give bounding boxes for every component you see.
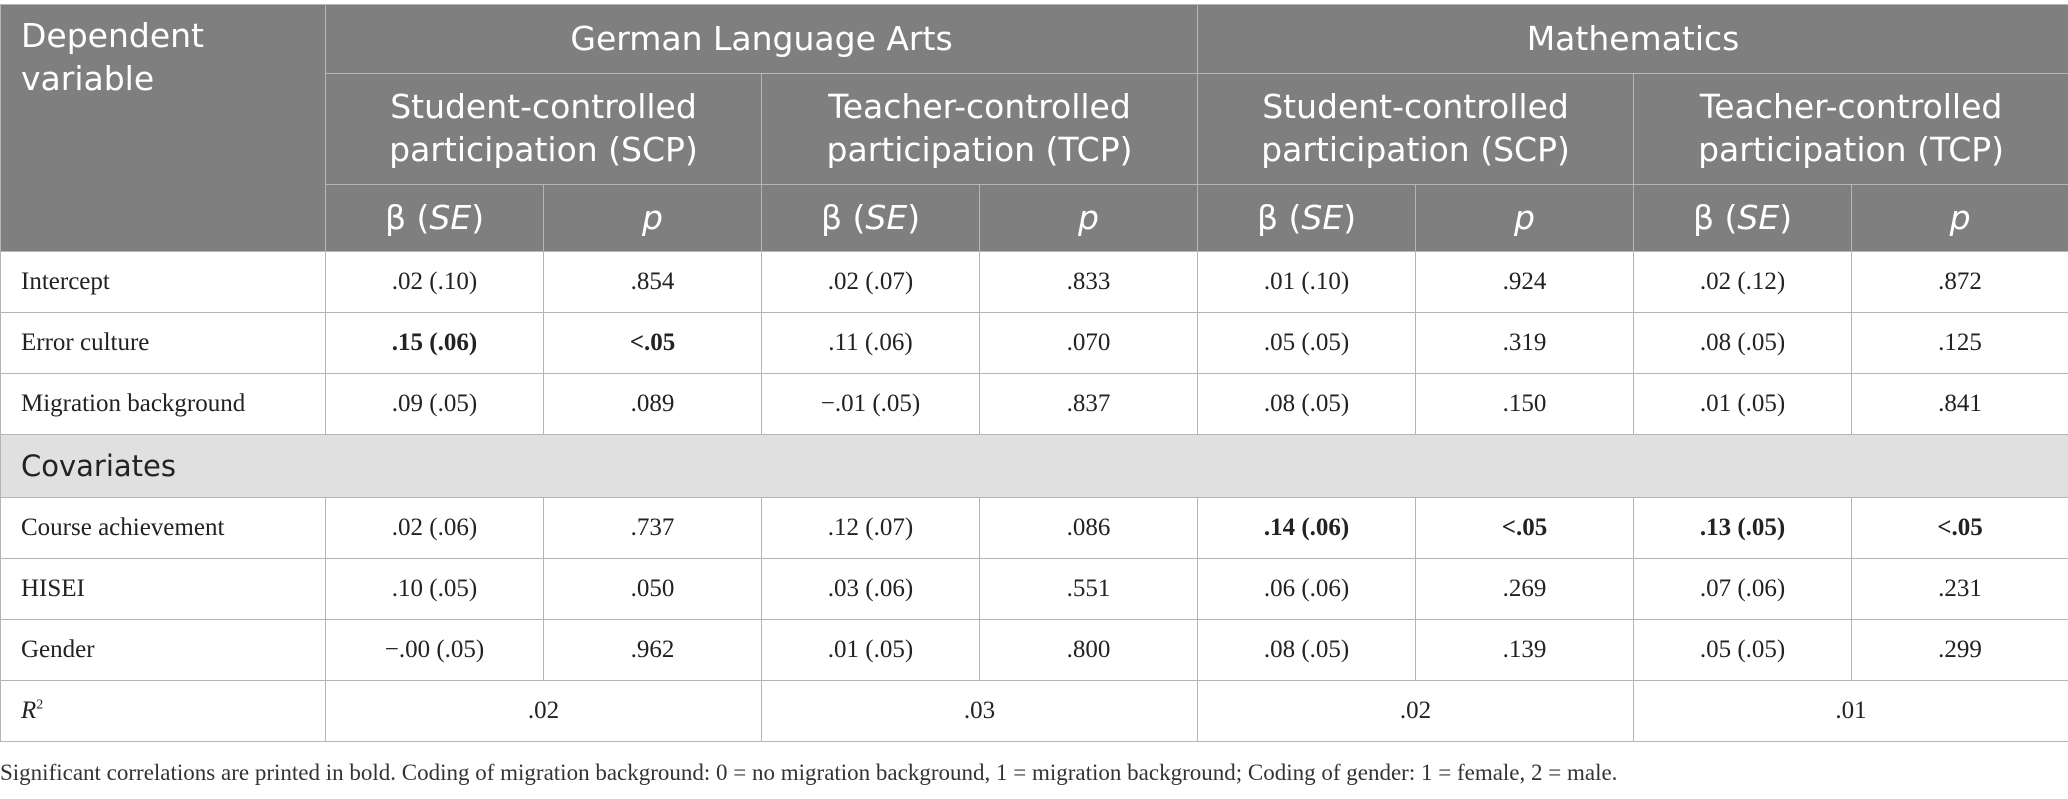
table-cell: .09 (.05) [326,374,544,435]
table-cell: .08 (.05) [1634,313,1852,374]
row-label: Course achievement [1,498,326,559]
r-squared-label: $R^2$ [1,681,326,742]
table-row [1,498,2068,559]
table-cell: .02 (.12) [1634,252,1852,313]
p-value-header: p [1852,185,2068,252]
table-cell: .841 [1852,374,2068,435]
r-squared-value: .03 [762,681,1198,742]
beta-se-header: β (SE) [1634,185,1852,252]
table-cell: .02 (.07) [762,252,980,313]
table-row [1,620,2068,681]
table-cell: .07 (.06) [1634,559,1852,620]
subject-header-german: German Language Arts [326,5,1198,74]
row-label: Gender [1,620,326,681]
table-cell: .03 (.06) [762,559,980,620]
p-value-header: p [544,185,762,252]
table-cell: <.05 [1852,498,2068,559]
table-row [1,313,2068,374]
table-cell: .800 [980,620,1198,681]
table-cell: .269 [1416,559,1634,620]
beta-se-header: β (SE) [1198,185,1416,252]
table-cell: .089 [544,374,762,435]
table-cell: .02 (.06) [326,498,544,559]
math-scp-header: Student-controlled participation (SCP) [1198,74,1634,185]
row-label: Intercept [1,252,326,313]
table-cell: .070 [980,313,1198,374]
table-cell: .854 [544,252,762,313]
row-label: HISEI [1,559,326,620]
table-cell: .14 (.06) [1198,498,1416,559]
table-row [1,252,2068,313]
table-cell: .962 [544,620,762,681]
dependent-variable-header: Dependent variable [1,5,326,252]
table-cell: .139 [1416,620,1634,681]
table-cell: .10 (.05) [326,559,544,620]
r-squared-value: .02 [326,681,762,742]
table-cell: .872 [1852,252,2068,313]
table-cell: .125 [1852,313,2068,374]
table-cell: .11 (.06) [762,313,980,374]
r-squared-value: .02 [1198,681,1634,742]
table-cell: .837 [980,374,1198,435]
table-cell: .551 [980,559,1198,620]
p-value-header: p [1416,185,1634,252]
table-cell: .02 (.10) [326,252,544,313]
subject-header-math: Mathematics [1198,5,2068,74]
table-cell: .086 [980,498,1198,559]
table-cell: <.05 [1416,498,1634,559]
section-label: Covariates [1,435,2068,498]
table-cell: .050 [544,559,762,620]
table-cell: <.05 [544,313,762,374]
table-cell: .01 (.10) [1198,252,1416,313]
row-label: Migration background [1,374,326,435]
table-cell: .924 [1416,252,1634,313]
table-cell: −.01 (.05) [762,374,980,435]
math-tcp-header: Teacher-controlled participation (TCP) [1634,74,2068,185]
table-cell: .299 [1852,620,2068,681]
table-cell: .13 (.05) [1634,498,1852,559]
r-squared-row [1,681,2068,742]
row-label: Error culture [1,313,326,374]
table-row [1,559,2068,620]
p-value-header: p [980,185,1198,252]
table-cell: .08 (.05) [1198,374,1416,435]
table-cell: .833 [980,252,1198,313]
table-cell: .12 (.07) [762,498,980,559]
german-scp-header: Student-controlled participation (SCP) [326,74,762,185]
table-cell: .15 (.06) [326,313,544,374]
table-row [1,374,2068,435]
regression-table [0,4,2068,742]
table-cell: .05 (.05) [1634,620,1852,681]
beta-se-header: β (SE) [326,185,544,252]
table-note: Significant correlations are printed in bold. Coding of migration background: 0 = no migration background, 1 = migration background; Coding of gender: 1 = female, 2 = male. [0,760,1618,785]
table-cell: .150 [1416,374,1634,435]
table-cell: .319 [1416,313,1634,374]
beta-se-header: β (SE) [762,185,980,252]
table-cell: −.00 (.05) [326,620,544,681]
table-cell: .01 (.05) [1634,374,1852,435]
table-cell: .06 (.06) [1198,559,1416,620]
r-squared-value: .01 [1634,681,2068,742]
table-cell: .737 [544,498,762,559]
table-cell: .231 [1852,559,2068,620]
german-tcp-header: Teacher-controlled participation (TCP) [762,74,1198,185]
table-cell: .08 (.05) [1198,620,1416,681]
table-cell: .01 (.05) [762,620,980,681]
covariates-section-row [1,435,2068,498]
table-cell: .05 (.05) [1198,313,1416,374]
